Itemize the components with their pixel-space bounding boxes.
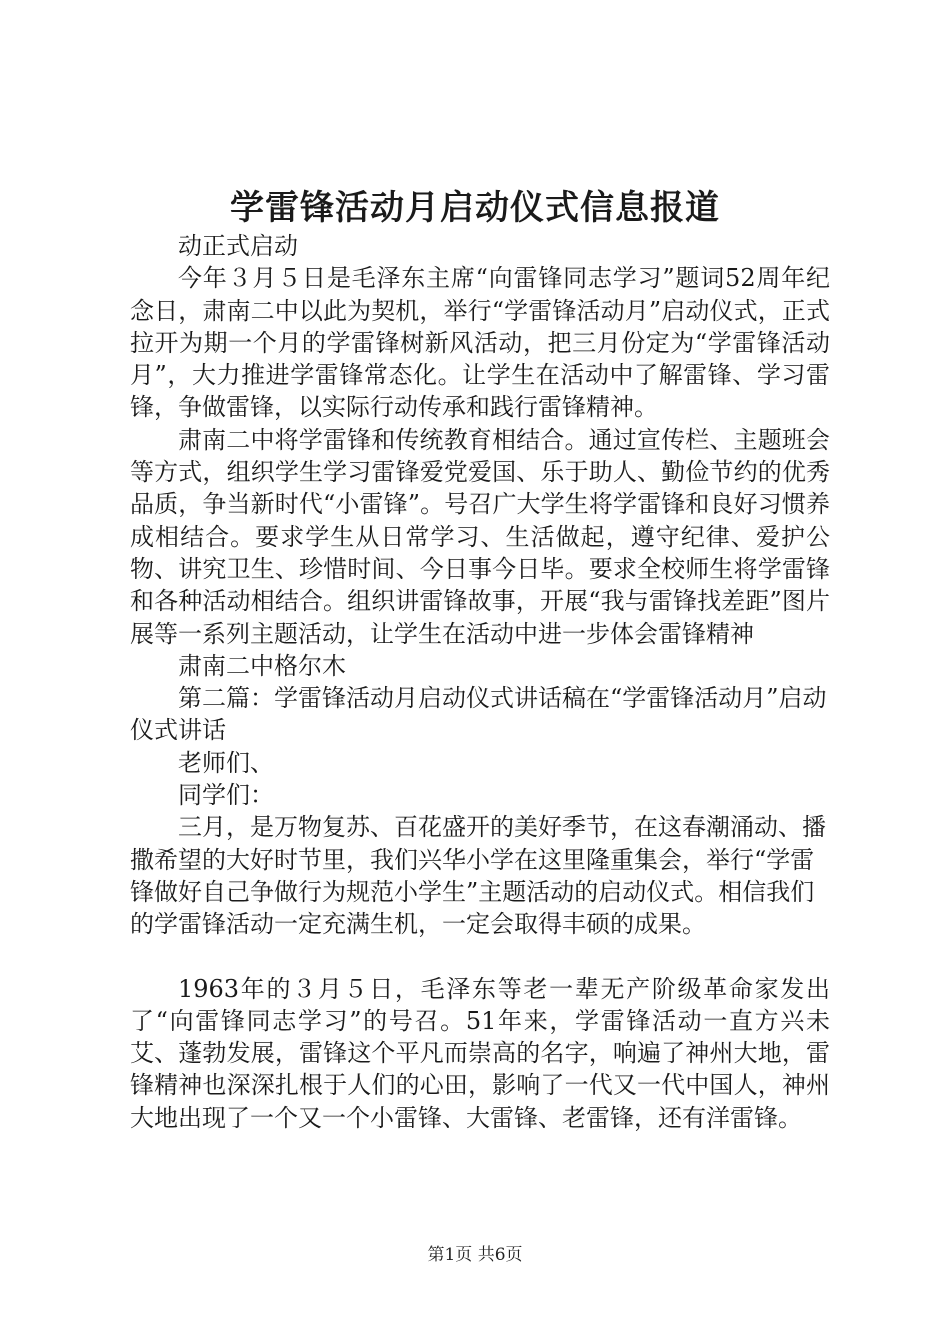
paragraph: 老师们、 [178, 748, 274, 777]
paragraph: 1963年的３月５日，毛泽东等老一辈无产阶级革命家发出了“向雷锋同志学习”的号召。51年来，学雷锋活动一直方兴未艾、蓬勃发展，雷锋这个平凡而崇高的名字，响遍了神州大地，雷锋精神也深深扎根于人们的心田，影响了一代又一代中国人，神州大地出现了一个又一个小雷锋、大雷锋、老雷锋，还有洋雷锋。 [130, 974, 830, 1132]
section-heading: 第二篇：学雷锋活动月启动仪式讲话稿在“学雷锋活动月”启动仪式讲话 [130, 684, 827, 745]
paragraph-gap [130, 941, 830, 973]
paragraph: 肃南二中将学雷锋和传统教育相结合。通过宣传栏、主题班会等方式，组织学生学习雷锋爱党爱国、乐于助人、勤俭节约的优秀品质，争当新时代“小雷锋”。号召广大学生将学雷锋和良好习惯养成相结合。要求学生从日常学习、生活做起，遵守纪律、爱护公物、讲究卫生、珍惜时间、今日事今日毕。要求全校师生将学雷锋和各种活动相结合。组织讲雷锋故事，开展“我与雷锋找差距”图片展等一系列主题活动，让学生在活动中进一步体会雷锋精神 [130, 425, 830, 648]
paragraph: 同学们： [178, 781, 274, 810]
document-body [130, 230, 830, 1134]
paragraph: 肃南二中格尔木 [178, 651, 346, 680]
document-title: 学雷锋活动月启动仪式信息报道 [230, 188, 720, 228]
paragraph: 今年３月５日是毛泽东主席“向雷锋同志学习”题词52周年纪念日，肃南二中以此为契机，举行“学雷锋活动月”启动仪式，正式拉开为期一个月的学雷锋树新风活动，把三月份定为“学雷锋活动月”，大力推进学雷锋常态化。让学生在活动中了解雷锋、学习雷锋，争做雷锋，以实际行动传承和践行雷锋精神。 [130, 264, 830, 422]
paragraph: 三月，是万物复苏、百花盛开的美好季节，在这春潮涌动、播撒希望的大好时节里，我们兴华小学在这里隆重集会，举行“学雷锋做好自己争做行为规范小学生”主题活动的启动仪式。相信我们的学雷锋活动一定充满生机，一定会取得丰硕的成果。 [130, 813, 826, 939]
paragraph: 动正式启动 [178, 232, 298, 260]
page-footer: 第1页 共6页 [427, 1245, 523, 1265]
